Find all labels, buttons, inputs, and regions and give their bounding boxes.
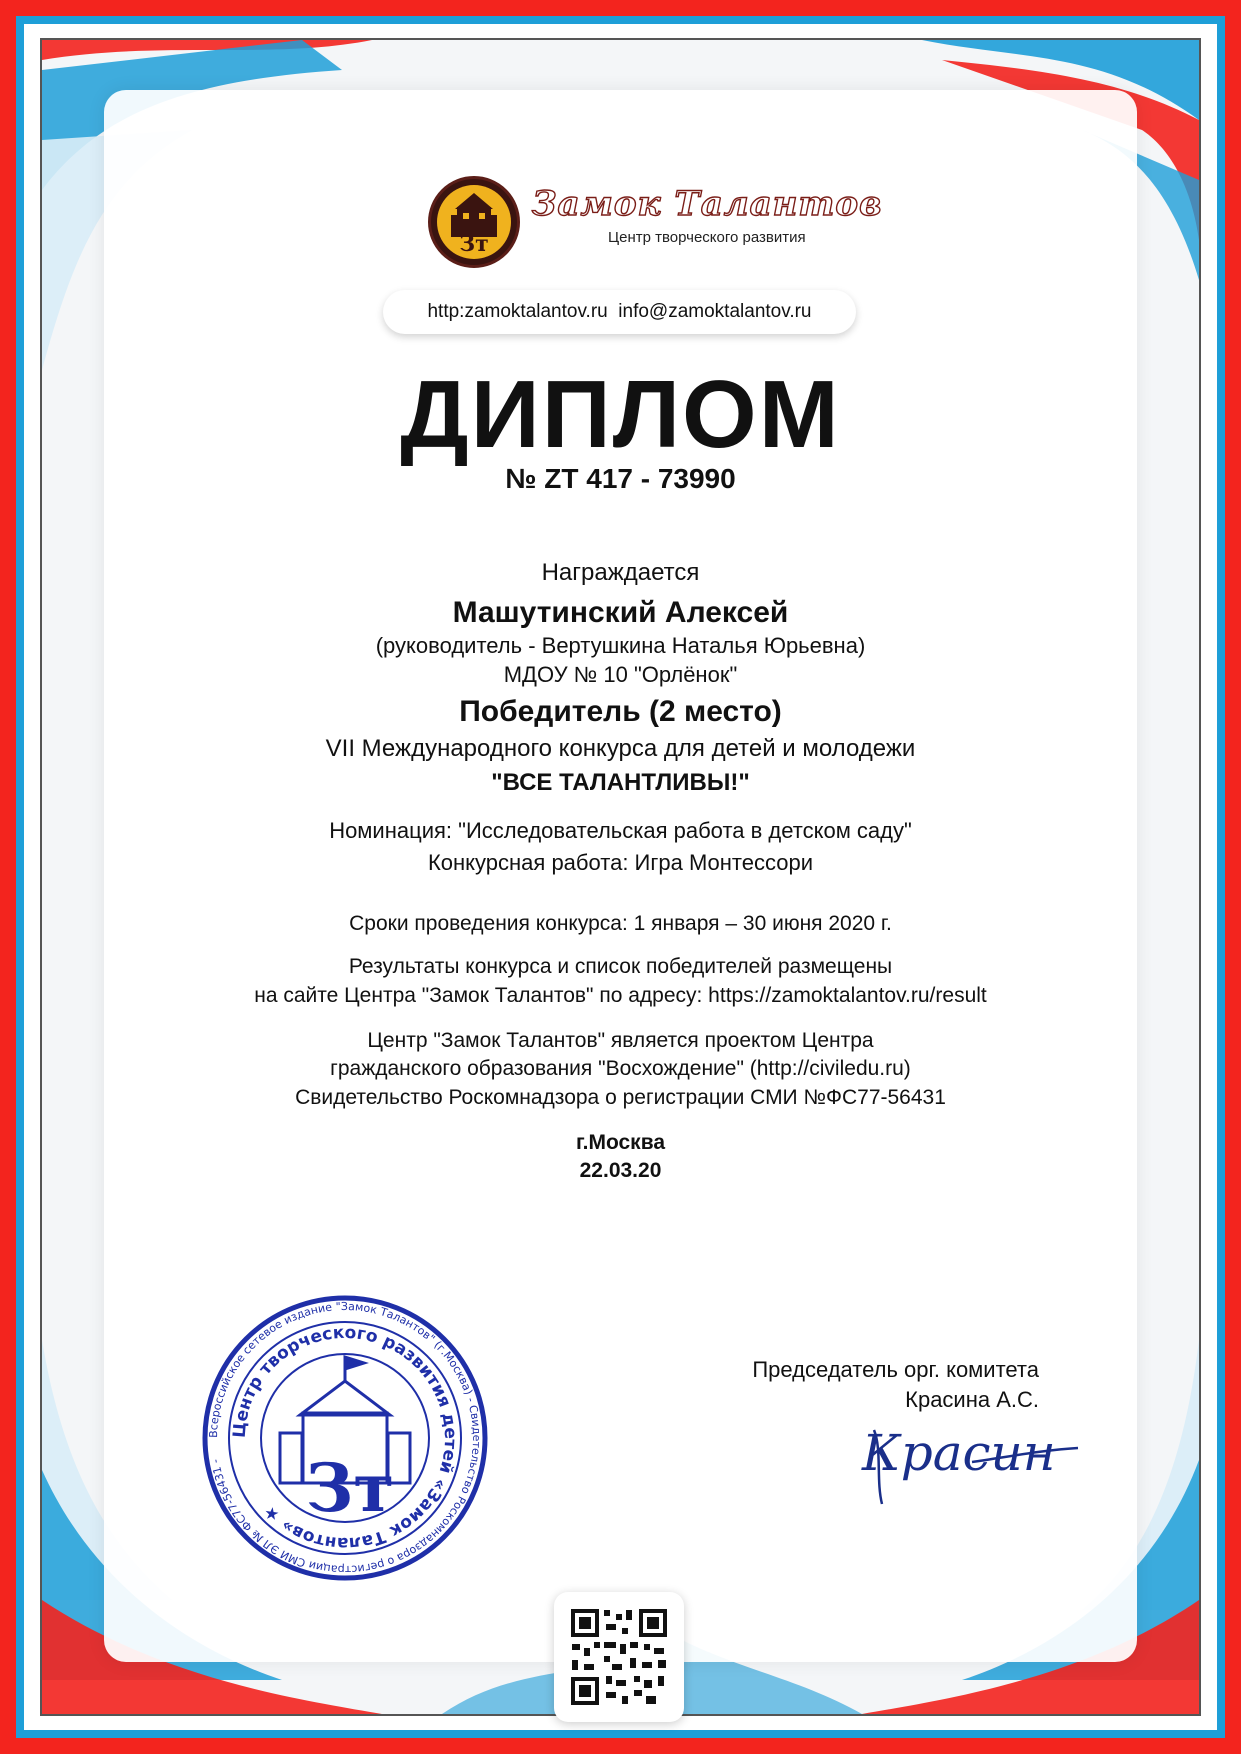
- brand-title: Замок Талантов: [532, 184, 883, 224]
- brand-subtitle: Центр творческого развития: [608, 229, 806, 246]
- qr-code-icon: [554, 1592, 684, 1722]
- castle-emblem-icon: [428, 176, 520, 268]
- svg-text:Зт: Зт: [459, 231, 489, 257]
- stamp-emblem-text: Зт: [305, 1449, 395, 1527]
- diploma-title: ДИПЛОМ: [400, 361, 841, 468]
- diploma-number: № ZT 417 - 73990: [505, 463, 736, 494]
- email-link[interactable]: info@zamoktalantov.ru: [618, 301, 812, 322]
- stamp-inner-text: Центр творческого развития детей «Замок Талантов» ★: [229, 1322, 461, 1554]
- project-line-1: Центр "Замок Талантов" является проектом Центра: [367, 1029, 874, 1052]
- awarded-label: Награждается: [541, 559, 700, 586]
- qr-code-card: [554, 1592, 684, 1722]
- signatory-name: Красина А.С.: [905, 1387, 1039, 1412]
- results-line-1: Результаты конкурса и список победителей размещены: [348, 955, 893, 978]
- recipient-name: Машутинский Алексей: [452, 596, 789, 629]
- svg-text:Красин: Красин: [862, 1424, 1056, 1482]
- results-line-2: на сайте Центра "Замок Талантов" по адресу: https://zamoktalantov.ru/result: [254, 984, 987, 1007]
- project-line-2: гражданского образования "Восхождение" (http://civiledu.ru): [330, 1057, 911, 1080]
- signatory-role: Председатель орг. комитета: [752, 1357, 1039, 1382]
- project-line-3: Свидетельство Роскомнадзора о регистрации СМИ №ФС77-56431: [295, 1086, 946, 1109]
- official-stamp: [200, 1293, 490, 1583]
- organization-line: МДОУ № 10 "Орлёнок": [503, 662, 738, 687]
- work-line: Конкурсная работа: Игра Монтессори: [427, 850, 814, 875]
- handwritten-signature: [852, 1400, 1082, 1510]
- brand-logo: [428, 176, 883, 272]
- dates-line: Сроки проведения конкурса: 1 января – 30 июня 2020 г.: [349, 912, 892, 935]
- date-line: 22.03.20: [579, 1159, 662, 1182]
- contest-name: "ВСЕ ТАЛАНТЛИВЫ!": [491, 769, 750, 796]
- contest-line: VII Международного конкурса для детей и молодежи: [325, 735, 916, 762]
- stamp-outer-text: Всероссийское сетевое издание "Замок Талантов" (г.Москва) - Свидетельство Роскомнадзора о регистрации СМИ ЭЛ № ФС77-56431 -: [206, 1299, 484, 1577]
- website-link[interactable]: http:zamoktalantov.ru: [427, 301, 608, 322]
- supervisor-line: (руководитель - Вертушкина Наталья Юрьевна): [375, 633, 866, 658]
- contacts-pill: [383, 290, 856, 334]
- place-line: Победитель (2 место): [459, 695, 782, 728]
- nomination-line: Номинация: "Исследовательская работа в детском саду": [329, 818, 912, 843]
- city-line: г.Москва: [575, 1131, 666, 1154]
